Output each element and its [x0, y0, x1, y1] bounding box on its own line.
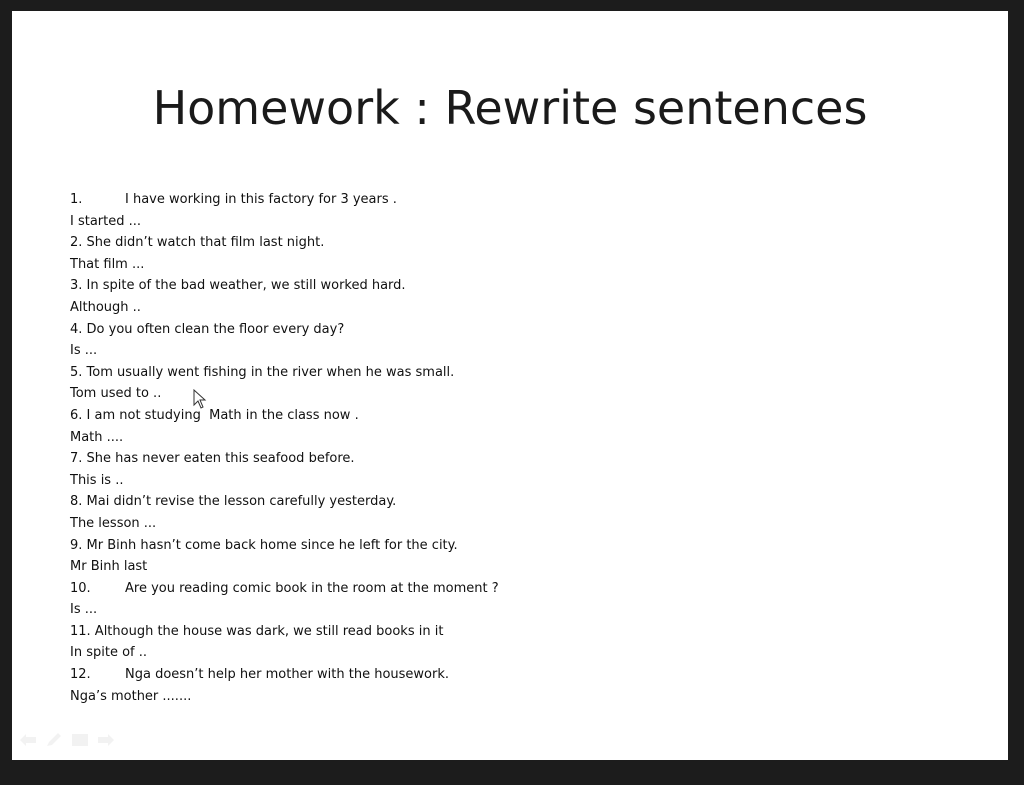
item-question: 11. Although the house was dark, we still read books in it: [70, 623, 444, 639]
item-question: 7. She has never eaten this seafood before.: [70, 451, 355, 467]
exercise-list: [70, 189, 970, 707]
item-answer: Mr Binh last: [70, 559, 148, 575]
bottom-bar: [0, 760, 1024, 785]
item-question: 2. She didn’t watch that film last night.: [70, 235, 325, 251]
slideshow-controls: [20, 733, 114, 747]
item-answer: That film ...: [70, 256, 145, 272]
list-item: [70, 189, 970, 211]
item-number: 12.: [70, 667, 91, 683]
item-answer: Is ...: [70, 343, 98, 359]
item-answer: I started ...: [70, 213, 142, 229]
item-answer: Is ...: [70, 602, 98, 618]
item-number: 1.: [70, 192, 83, 207]
slide: [12, 11, 1008, 760]
item-answer: The lesson ...: [70, 515, 157, 531]
arrow-right-icon[interactable]: [98, 733, 114, 747]
item-answer: Nga’s mother .......: [70, 688, 192, 704]
item-question: I have working in this factory for 3 years .: [125, 192, 397, 207]
mouse-cursor-icon: [193, 389, 207, 409]
item-question: 4. Do you often clean the floor every day?: [70, 321, 345, 337]
slide-title: Homework : Rewrite sentences: [152, 81, 868, 135]
item-question: 8. Mai didn’t revise the lesson carefully yesterday.: [70, 494, 397, 510]
item-question: 5. Tom usually went fishing in the river when he was small.: [70, 364, 455, 380]
item-answer: Tom used to ..: [70, 386, 162, 402]
item-number: 10.: [70, 580, 91, 596]
item-question: Nga doesn’t help her mother with the housework.: [125, 667, 450, 683]
list-item: [70, 664, 970, 686]
pen-icon[interactable]: [46, 733, 62, 747]
item-question: 9. Mr Binh hasn’t come back home since he left for the city.: [70, 537, 458, 553]
menu-icon[interactable]: [72, 733, 88, 747]
item-answer: This is ..: [70, 472, 124, 488]
arrow-left-icon[interactable]: [20, 733, 36, 747]
item-question: Are you reading comic book in the room at the moment ?: [125, 580, 499, 596]
item-question: 3. In spite of the bad weather, we still worked hard.: [70, 278, 406, 294]
list-item: [70, 578, 970, 600]
item-answer: Although ..: [70, 299, 141, 315]
item-answer: In spite of ..: [70, 645, 147, 661]
item-question: 6. I am not studying Math in the class now .: [70, 407, 359, 423]
item-answer: Math ....: [70, 429, 124, 445]
